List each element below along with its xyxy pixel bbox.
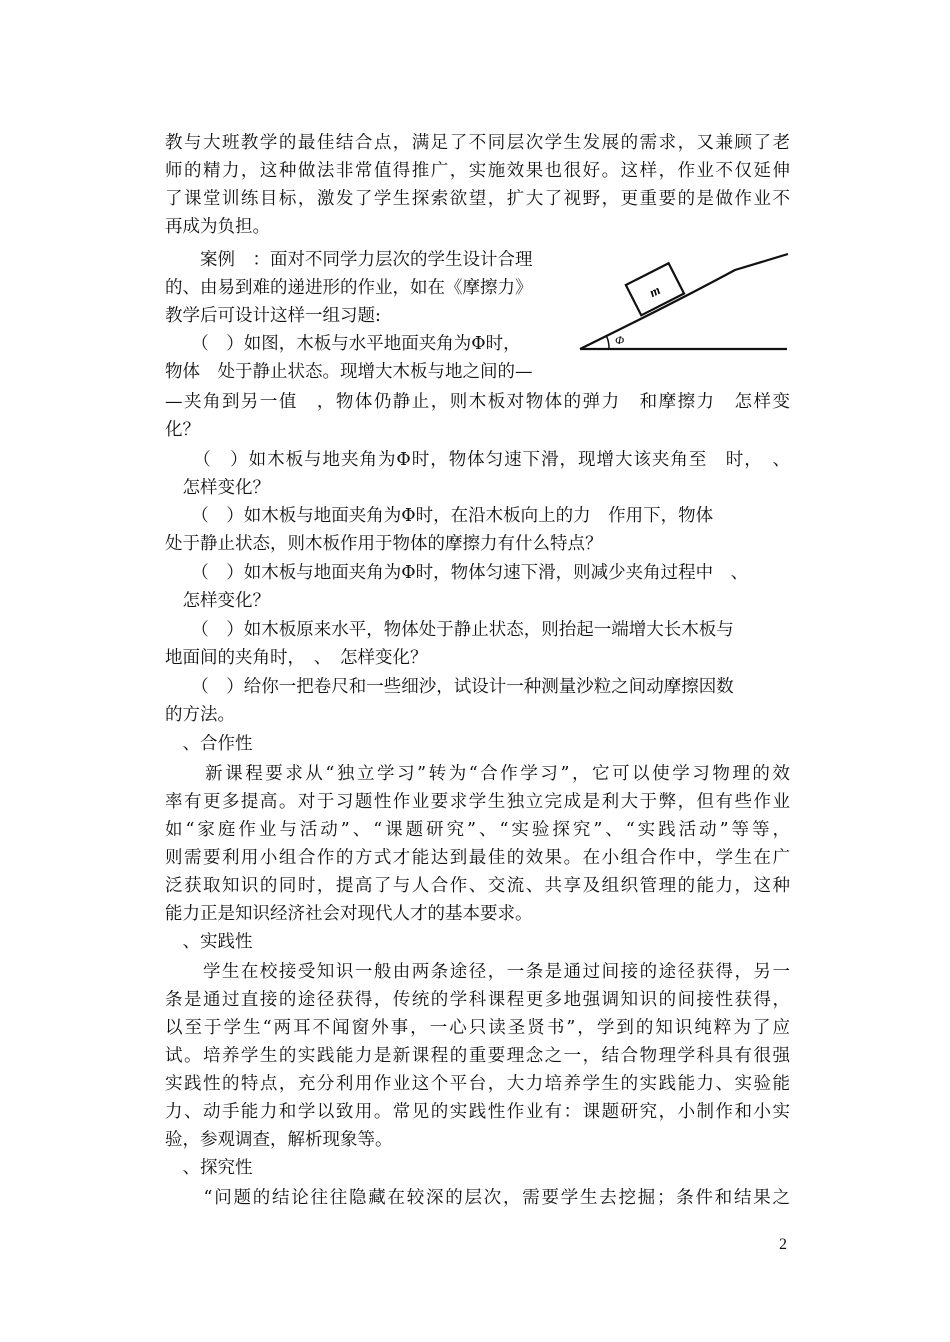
text-line: 新课程要求从“独立学习”转为“合作学习”，它可以使学习物理的效 — [165, 764, 790, 784]
text-line: 了课堂训练目标，激发了学生探索欲望，扩大了视野，更重要的是做作业不 — [165, 189, 790, 209]
text-line: 如“家庭作业与活动”、“课题研究”、“实验探究”、“实践活动”等等， — [165, 820, 790, 840]
text-line: （ ）如木板与地夹角为Φ时，物体匀速下滑，现增大该夹角至 时， 、 — [165, 450, 790, 470]
text-line: 条是通过直接的途径获得，传统的学科课程更多地强调知识的间接性获得， — [165, 990, 790, 1010]
page-number: 2 — [779, 1236, 787, 1253]
section-heading: 、实践性 — [165, 932, 253, 952]
text-line: 怎样变化？ — [165, 591, 270, 611]
text-line: （ ）如图，木板与水平地面夹角为Φ时， — [165, 334, 521, 354]
text-line: 能力正是知识经济社会对现代人才的基本要求。 — [165, 904, 533, 924]
text-line: 泛获取知识的同时，提高了与人合作、交流、共享及组织管理的能力，这种 — [165, 876, 790, 896]
text-line: 实践性的特点，充分利用作业这个平台，大力培养学生的实践能力、实验能 — [165, 1074, 790, 1094]
text-line: 案例 ：面对不同学力层次的学生设计合理 — [165, 250, 533, 270]
text-line: （ ）如木板原来水平，物体处于静止状态，则抬起一端增大长木板与 — [165, 620, 734, 640]
section-heading: 、合作性 — [165, 734, 253, 754]
text-line: 师的精力，这种做法非常值得推广，实施效果也很好。这样，作业不仅延伸 — [165, 161, 790, 181]
section-heading: 、探究性 — [165, 1158, 253, 1178]
text-line: 的方法。 — [165, 705, 235, 725]
text-line: 则需要利用小组合作的方式才能达到最佳的效果。在小组合作中，学生在广 — [165, 848, 790, 868]
block-mass — [626, 263, 684, 315]
text-line: 化？ — [165, 420, 200, 440]
text-line: 处于静止状态，则木板作用于物体的摩擦力有什么特点？ — [165, 534, 603, 554]
mass-label: m — [646, 282, 663, 301]
board-line — [580, 254, 788, 349]
angle-label: Φ — [615, 333, 625, 347]
text-line: 验，参观调查，解析现象等。 — [165, 1130, 393, 1150]
text-line: 再成为负担。 — [165, 217, 270, 237]
text-line: 教与大班教学的最佳结合点，满足了不同层次学生发展的需求，又兼顾了老 — [165, 133, 790, 153]
angle-arc — [606, 335, 609, 349]
text-line: “问题的结论往往隐藏在较深的层次，需要学生去挖掘；条件和结果之 — [165, 1188, 790, 1208]
text-line: （ ）如木板与地面夹角为Φ时，物体匀速下滑，则减少夹角过程中 、 — [165, 563, 749, 583]
text-line: （ ）给你一把卷尺和一些细沙，试设计一种测量沙粒之间动摩擦因数 — [165, 677, 734, 697]
text-line: 学生在校接受知识一般由两条途径，一条是通过间接的途径获得，另一 — [165, 962, 790, 982]
text-line: 教学后可设计这样一组习题: — [165, 306, 381, 326]
text-line: 以至于学生“两耳不闻窗外事，一心只读圣贤书”，学到的知识纯粹为了应 — [165, 1018, 790, 1038]
text-line: 怎样变化？ — [165, 478, 270, 498]
text-line: 力、动手能力和学以致用。常见的实践性作业有：课题研究，小制作和小实 — [165, 1102, 790, 1122]
text-line: 物体 处于静止状态。现增大木板与地之间的— — [165, 362, 533, 382]
inclined-plane-diagram — [575, 250, 790, 360]
text-line: —夹角到另一值 ，物体仍静止，则木板对物体的弹力 和摩擦力 怎样变 — [165, 392, 790, 412]
text-line: （ ）如木板与地面夹角为Φ时，在沿木板向上的力 作用下，物体 — [165, 506, 714, 526]
text-line: 地面间的夹角时， 、 怎样变化？ — [165, 648, 428, 668]
text-line: 试。培养学生的实践能力是新课程的重要理念之一，结合物理学科具有很强 — [165, 1046, 790, 1066]
text-line: 的、由易到难的递进形的作业，如在《摩擦力》 — [165, 278, 533, 298]
text-line: 率有更多提高。对于习题性作业要求学生独立完成是利大于弊，但有些作业 — [165, 792, 790, 812]
